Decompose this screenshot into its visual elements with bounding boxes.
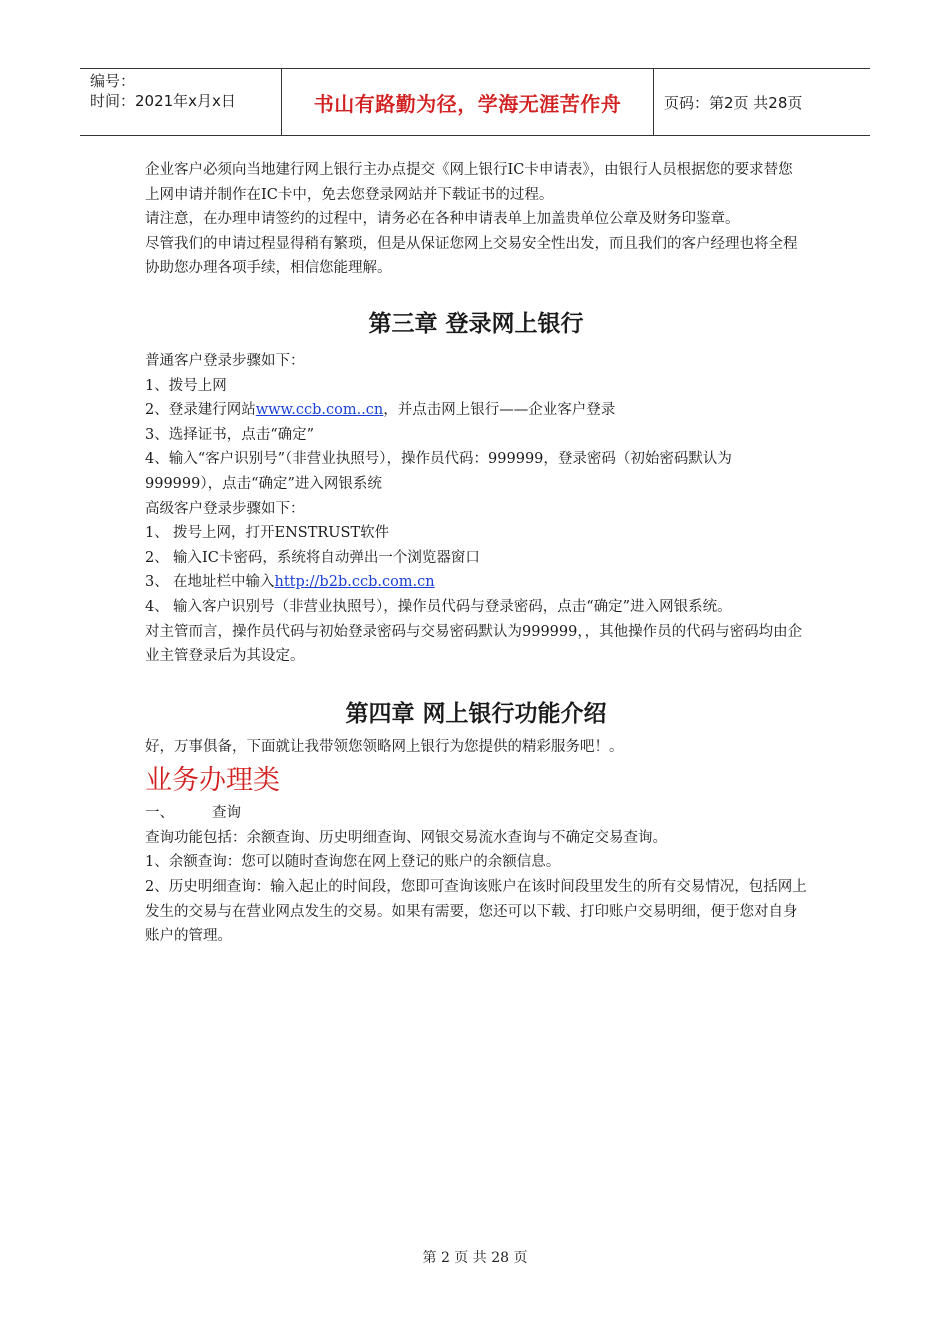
header-motto: 书山有路勤为径，学海无涯苦作舟 bbox=[282, 69, 654, 135]
header-time: 时间：2021年x月x日 bbox=[90, 92, 236, 110]
normal-step-4: 4、输入“客户识别号”（非营业执照号），操作员代码：999999，登录密码（初始密码默认为999999），点击“确定”进入网银系统 bbox=[145, 451, 732, 492]
section-title: 查询 bbox=[212, 805, 241, 822]
normal-step-2-prefix: 2、登录建行网站 bbox=[145, 402, 256, 419]
advanced-step-1-number: 1、 bbox=[145, 525, 169, 542]
advanced-step-3 bbox=[145, 570, 807, 595]
ccb-website-link[interactable]: www.ccb.com..cn bbox=[255, 402, 384, 419]
header-page-info: 页码：第2页 共28页 bbox=[664, 93, 803, 112]
category-heading: 业务办理类 bbox=[145, 765, 280, 797]
header-meta bbox=[80, 69, 282, 135]
supervisor-note: 对主管而言，操作员代码与初始登录密码与交易密码默认为999999，，其他操作员的代码与密码均由企业主管登录后为其设定。 bbox=[145, 623, 803, 665]
intro-paragraph-2: 请注意，在办理申请签约的过程中，请务必在各种申请表单上加盖贵单位公章及财务印鉴章。 bbox=[145, 211, 740, 228]
advanced-step-1-text: 拨号上网，打开ENSTRUST软件 bbox=[173, 525, 390, 542]
advanced-step-4-number: 4、 bbox=[145, 598, 169, 615]
advanced-step-2-number: 2、 bbox=[145, 549, 169, 566]
normal-step-2 bbox=[145, 398, 807, 423]
header-number: 编号： bbox=[90, 72, 136, 90]
query-intro: 查询功能包括：余额查询、历史明细查询、网银交易流水查询与不确定交易查询。 bbox=[145, 829, 667, 846]
advanced-step-1 bbox=[145, 521, 807, 546]
advanced-step-3-prefix: 在地址栏中输入 bbox=[173, 574, 275, 591]
chapter-4-title: 第四章 网上银行功能介绍 bbox=[345, 700, 607, 727]
b2b-link[interactable]: http://b2b.ccb.com.cn bbox=[274, 574, 435, 591]
chapter-3-title: 第三章 登录网上银行 bbox=[368, 310, 584, 337]
query-item-2: 2、历史明细查询：输入起止的时间段，您即可查询该账户在该时间段里发生的所有交易情况，包括网上发生的交易与在营业网点发生的交易。如果有需要，您还可以下载、打印账户交易明细，便于您对自身账户的管理。 bbox=[145, 879, 807, 945]
advanced-step-2 bbox=[145, 546, 807, 571]
query-item-1: 1、余额查询：您可以随时查询您在网上登记的账户的余额信息。 bbox=[145, 854, 561, 871]
intro-paragraph-1: 企业客户必须向当地建行网上银行主办点提交《网上银行IC卡申请表》，由银行人员根据您的要求替您上网申请并制作在IC卡中，免去您登录网站并下载证书的过程。 bbox=[145, 162, 793, 203]
normal-login-intro: 普通客户登录步骤如下： bbox=[145, 352, 305, 369]
advanced-step-2-text: 输入IC卡密码，系统将自动弹出一个浏览器窗口 bbox=[173, 549, 480, 566]
intro-paragraph-3: 尽管我们的申请过程显得稍有繁琐，但是从保证您网上交易安全性出发，而且我们的客户经理也将全程协助您办理各项手续，相信您能理解。 bbox=[145, 235, 798, 277]
advanced-step-4 bbox=[145, 595, 807, 620]
page-header bbox=[80, 68, 870, 136]
section-query-heading bbox=[145, 801, 807, 826]
advanced-login-intro: 高级客户登录步骤如下： bbox=[145, 500, 305, 517]
chapter-4-intro: 好，万事俱备，下面就让我带领您领略网上银行为您提供的精彩服务吧！。 bbox=[145, 738, 624, 755]
page-footer: 第 2 页 共 28 页 bbox=[422, 1250, 528, 1266]
document-body bbox=[145, 158, 807, 949]
normal-step-3: 3、选择证书，点击“确定” bbox=[145, 426, 315, 443]
section-number: 一、 bbox=[145, 805, 174, 822]
advanced-step-3-number: 3、 bbox=[145, 574, 169, 591]
normal-step-2-suffix: ，并点击网上银行——企业客户登录 bbox=[383, 402, 616, 419]
advanced-step-4-text: 输入客户识别号（非营业执照号），操作员代码与登录密码，点击“确定”进入网银系统。 bbox=[173, 598, 732, 615]
normal-step-1: 1、拨号上网 bbox=[145, 377, 227, 394]
